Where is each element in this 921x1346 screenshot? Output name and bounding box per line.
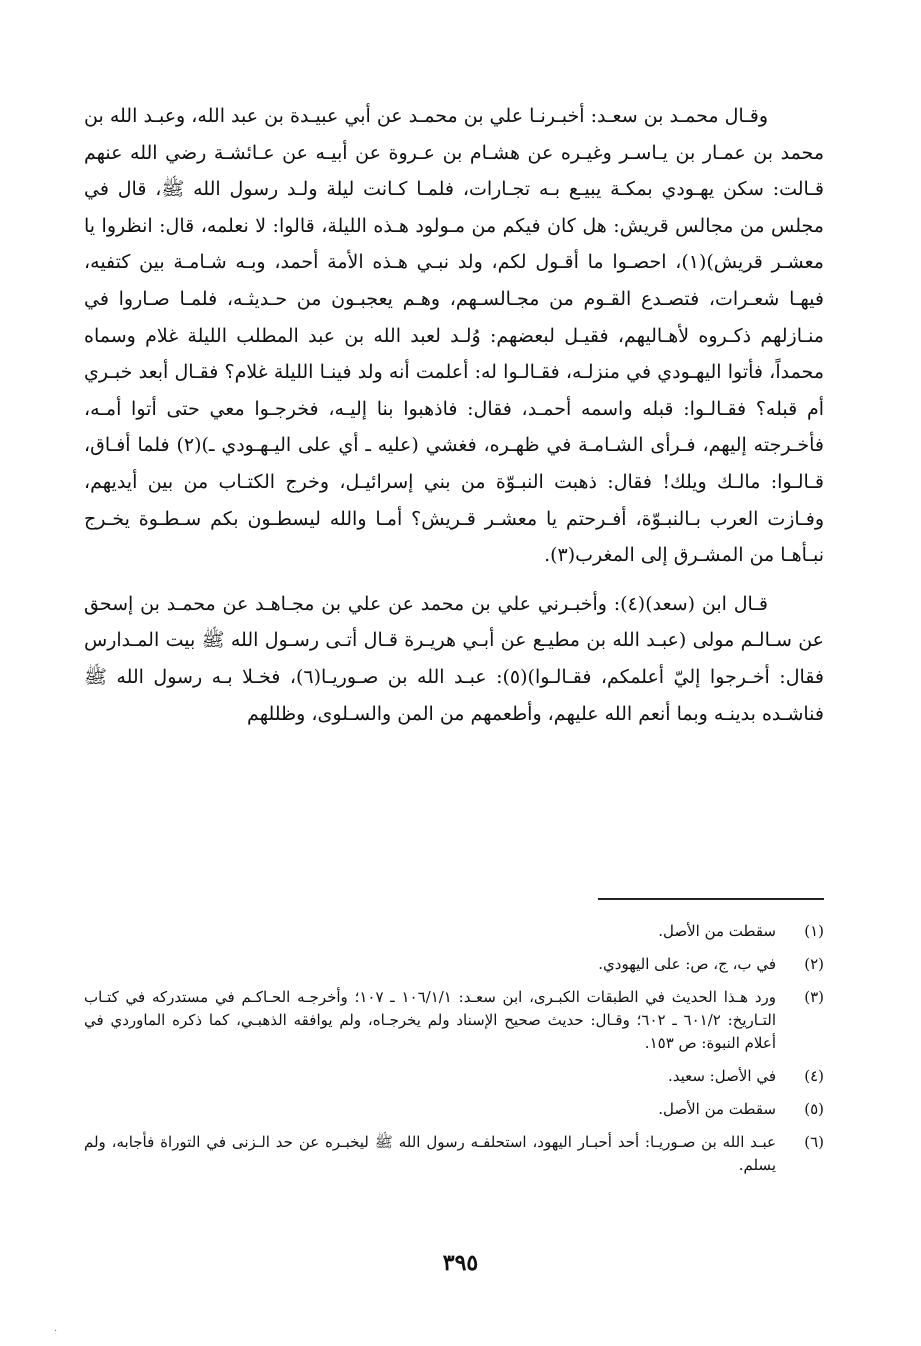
footnote-number: (٤) xyxy=(804,1067,824,1085)
footnote-item xyxy=(84,953,824,976)
footnote-number: (٢) xyxy=(804,955,824,973)
footnote-number: (١) xyxy=(804,922,824,940)
footnote-item xyxy=(84,1065,824,1088)
footnote-text: في ب، ج، ص: على اليهودي. xyxy=(598,955,776,973)
footnote-item xyxy=(84,986,824,1055)
page-number: ٣٩٥ xyxy=(442,1250,479,1276)
scan-speck: · xyxy=(54,1326,58,1337)
footnote-number: (٥) xyxy=(804,1100,824,1118)
paragraph-2: قـال ابن (سعد)(٤): وأخبـرني علي بن محمد عن علي بن مجـاهـد عن محمـد بن إسحق عن سـالـم مولى (عبـد الله بن مطيـع عن أبـي هريـرة قـال أتـى رسـول الله ﷺ بيت المـدارس فقال: أخـرجوا إليّ أعلمكم، فقـالـوا)(٥): عبـد الله بن صـوريـا(٦)، فخـلا بـه رسول الله ﷺ فناشـده بدينـه وبما أنعم الله عليهم، وأطعمهم من المن والسـلوى، وظللهم xyxy=(84,592,824,725)
footnotes xyxy=(84,920,824,1187)
footnote-separator xyxy=(598,898,824,900)
footnote-item xyxy=(84,920,824,943)
footnote-item xyxy=(84,1098,824,1121)
footnote-number: (٦) xyxy=(804,1133,824,1151)
footnote-text: في الأصل: سعيد. xyxy=(667,1067,776,1085)
footnote-text: ورد هـذا الحديث في الطبقات الكبـرى، ابن سعـد: ١٠٦/١/١ ـ ١٠٧؛ وأخرجـه الحـاكـم في مستدركه في كتـاب التـاريخ: ٦٠١/٢ ـ ٦٠٢؛ وقـال: حديث صحيح الإسناد ولم يخرجـاه، ولم يوافقه الذهبـي، كما ذكره الماوردي في أعلام النبوة: ص ١٥٣. xyxy=(84,988,777,1052)
paragraph-1: وقـال محمـد بن سعـد: أخبـرنـا علي بن محمـد عن أبي عبيـدة بن عبد الله، وعبـد الله بن محمد بن عمـار بن يـاسـر وغيـره عن هشـام بن عـروة عن أبيـه عن عـائشـة رضي الله عنهم قـالت: سكن يهـودي بمكـة يبيـع بـه تجـارات، فلمـا كـانت ليلة ولـد رسول الله ﷺ، قال في مجلس من مجالس قريش: هل كان فيكم من مـولود هـذه الليلة، قالوا: لا نعلمه، قال: انظروا يا معشـر قريش)(١)، احصـوا ما أقـول لكم، ولد نبـي هـذه الأمة أحمد، وبـه شـامـة بين كتفيه، فيهـا شعـرات، فتصـدع القـوم من مجـالسـهم، وهـم يعجبـون من حـديثـه، فلمـا صـاروا في منـازلهم ذكـروه لأهـاليهم، فقيـل لبعضهم: وُلـد لعبد الله بن عبد المطلب الليلة غلام وسماه محمداً، فأتوا اليهـودي في منزلـه، فقـالـوا له: أعلمت أنه ولد فينـا الليلة غلام؟ فقـال أبعد خبـري أم قبله؟ فقـالـوا: قبله واسمه أحمـد، فقال: فاذهبوا بنا إليـه، فخرجـوا معي حتى أتوا أمـه، فأخـرجته إليهم، فـرأى الشـامـة في ظهـره، فغشي (عليه ـ أي على اليـهـودي ـ)(٢) فلما أفـاق، قـالـوا: مالـك ويلك! فقال: ذهبت النبـوّة من بني إسرائيـل، وخرج الكتـاب من بين أيديهم، وفـازت العرب بـالنبـوّة، أفـرحتم يا معشـر قـريش؟ أمـا والله ليسطـون بكم سـطـوة يخـرج نبـأهـا من المشـرق إلى المغرب(٣). xyxy=(84,105,824,567)
main-text xyxy=(84,98,824,732)
footnote-text: عبـد الله بن صـوريـا: أحد أحبـار اليهود، استحلفـه رسول الله ﷺ ليخبـره عن حد الـزنى في التوراة فأجابه، ولم يسلم. xyxy=(84,1133,776,1174)
footnote-text: سقطت من الأصل. xyxy=(658,922,776,940)
footnote-number: (٣) xyxy=(804,988,824,1006)
footnote-item xyxy=(84,1131,824,1177)
footnote-text: سقطت من الأصل. xyxy=(658,1100,776,1118)
